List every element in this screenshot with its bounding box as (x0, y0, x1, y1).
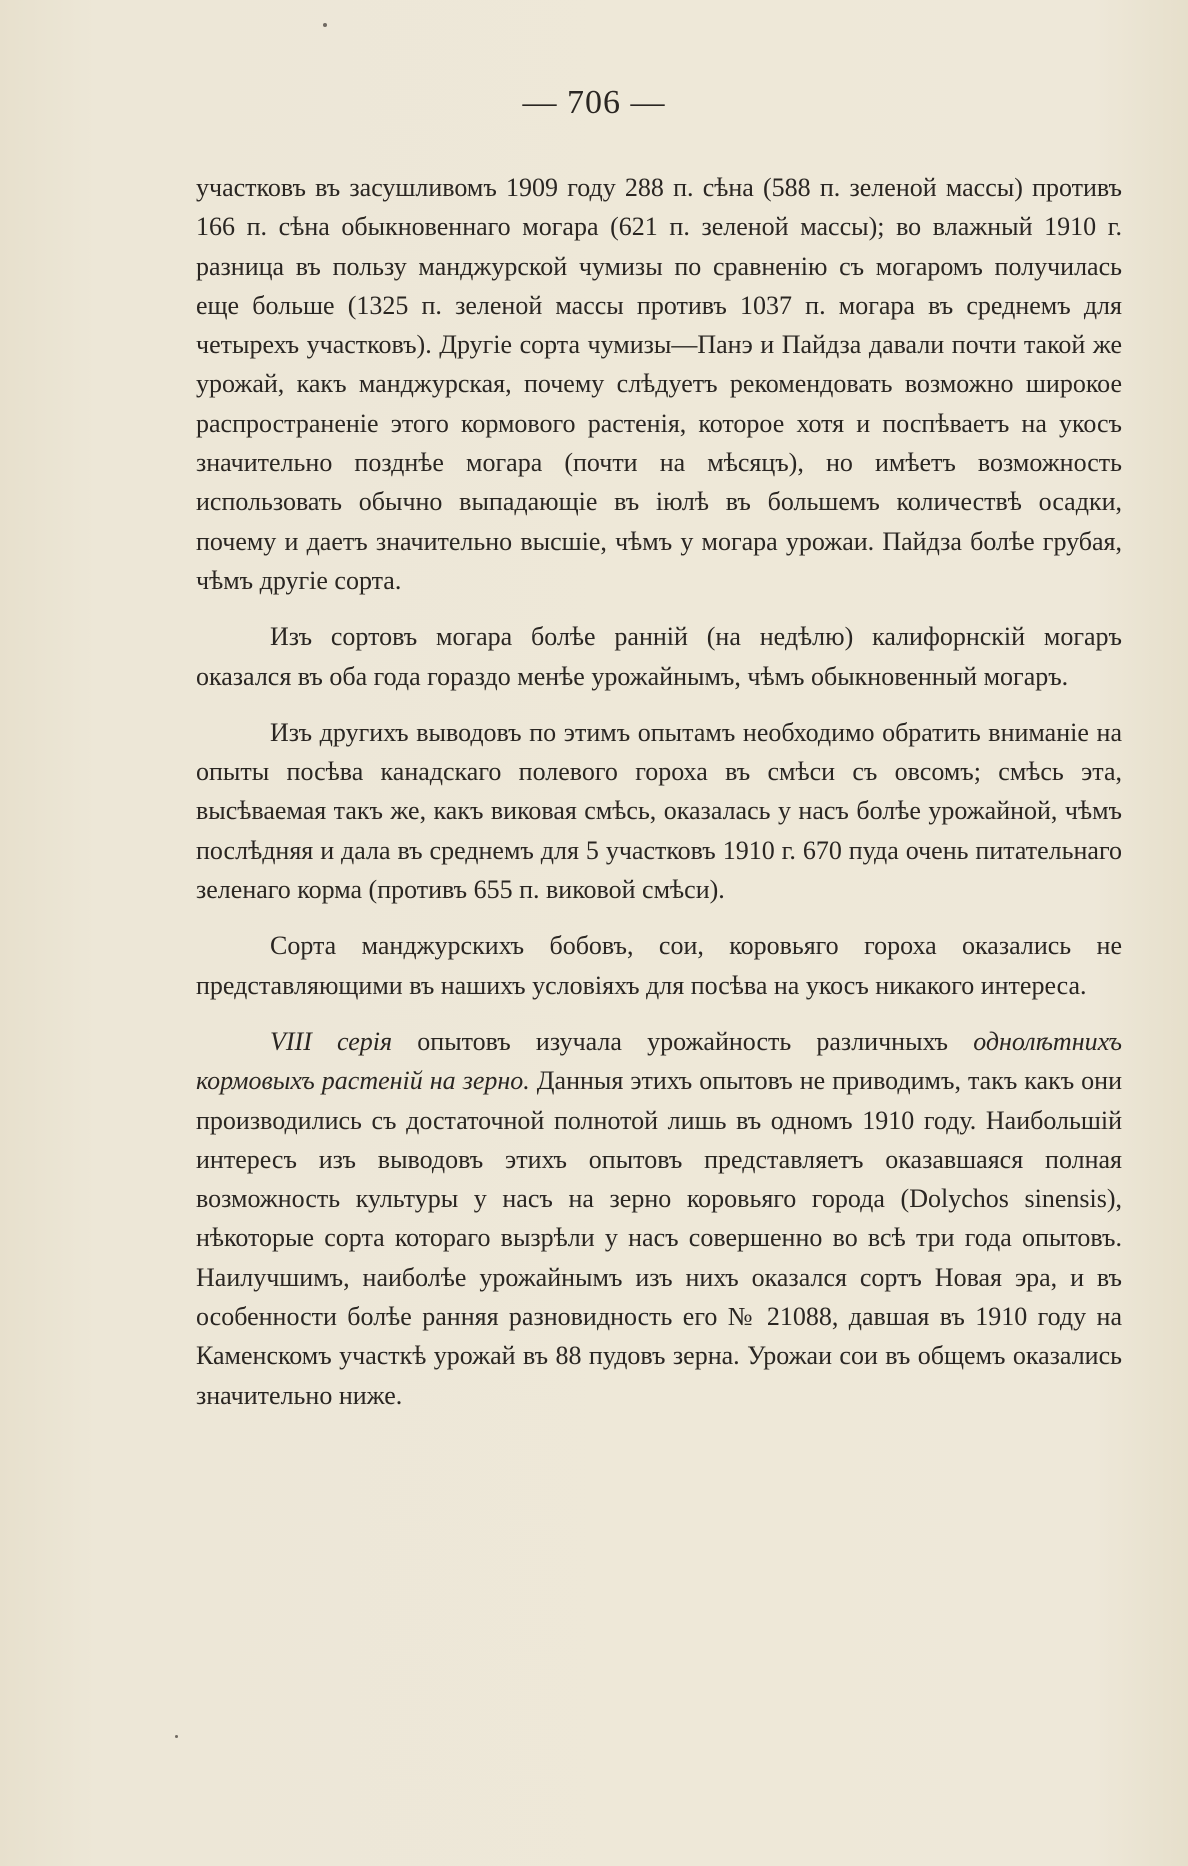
text-segment: опытовъ изучала урожайность различныхъ (392, 1026, 974, 1056)
italic-text-segment: VIII серія (270, 1026, 393, 1056)
paragraph (196, 168, 1122, 600)
page-number: — 706 — (522, 84, 666, 121)
text-segment: участковъ въ засушливомъ 1909 году 288 п. сѣна (588 п. зеленой массы) противъ 166 п. сѣна обыкновеннаго могара (621 п. зеленой массы); во влажный 1910 г. разница въ пользу манджурской чумизы по сравненію съ могаромъ получилась еще больше (1325 п. зеленой массы противъ 1037 п. могара въ среднемъ для четырехъ участковъ). Другіе сорта чумизы—Панэ и Пайдза давали почти такой же урожай, какъ манджурская, почему слѣдуетъ рекомендовать возможно широкое распространеніе этого кормового растенія, которое хотя и поспѣваетъ на укосъ значительно позднѣе могара (почти на мѣсяцъ), но имѣетъ возможность использовать обычно выпадающіе въ іюлѣ въ большемъ количествѣ осадки, почему и даетъ значительно высшіе, чѣмъ у могара урожаи. Пайдза болѣе грубая, чѣмъ другіе сорта. (196, 173, 1122, 595)
text-segment: Сорта манджурскихъ бобовъ, сои, коровьяго гороха оказались не представляющими въ нашихъ условіяхъ для посѣва на укосъ никакого интереса. (196, 931, 1122, 1000)
italic-text-segment: однолѣтнихъ кормовыхъ растеній на зерно. (196, 1026, 1122, 1096)
print-speck (175, 1735, 178, 1738)
text-segment: Изъ сортовъ могара болѣе ранній (на недѣлю) калифорнскій могаръ оказался въ оба года гораздо менѣе урожайнымъ, чѣмъ обыкновенный могаръ. (196, 622, 1122, 691)
text-segment: Данныя этихъ опытовъ не приводимъ, такъ какъ они производились съ достаточной полнотой лишь въ одномъ 1910 году. Наибольшій интересъ изъ выводовъ этихъ опытовъ представляетъ оказавшаяся полная возможность культуры у насъ на зерно коровьяго города (Dolychos sinensis), нѣкоторые сорта котораго вызрѣли у насъ совершенно во всѣ три года опытовъ. Наилучшимъ, наиболѣе урожайнымъ изъ нихъ оказался сортъ Новая эра, и въ особенности болѣе ранняя разновидность его № 21088, давшая въ 1910 году на Каменскомъ участкѣ урожай въ 88 пудовъ зерна. Урожаи сои въ общемъ оказались значительно ниже. (196, 1066, 1122, 1410)
page-body (196, 168, 1122, 1415)
paragraph (196, 926, 1122, 1005)
paragraph (196, 713, 1122, 909)
paragraph (196, 617, 1122, 696)
paragraph (196, 1022, 1122, 1415)
text-segment: Изъ другихъ выводовъ по этимъ опытамъ необходимо обратить вниманіе на опыты посѣва канадскаго полевого гороха въ смѣси съ овсомъ; смѣсь эта, высѣваемая такъ же, какъ виковая смѣсь, оказалась у насъ болѣе урожайной, чѣмъ послѣдняя и дала въ среднемъ для 5 участковъ 1910 г. 670 пуда очень питательнаго зеленаго корма (противъ 655 п. виковой смѣси). (196, 717, 1122, 905)
print-speck (323, 23, 327, 27)
